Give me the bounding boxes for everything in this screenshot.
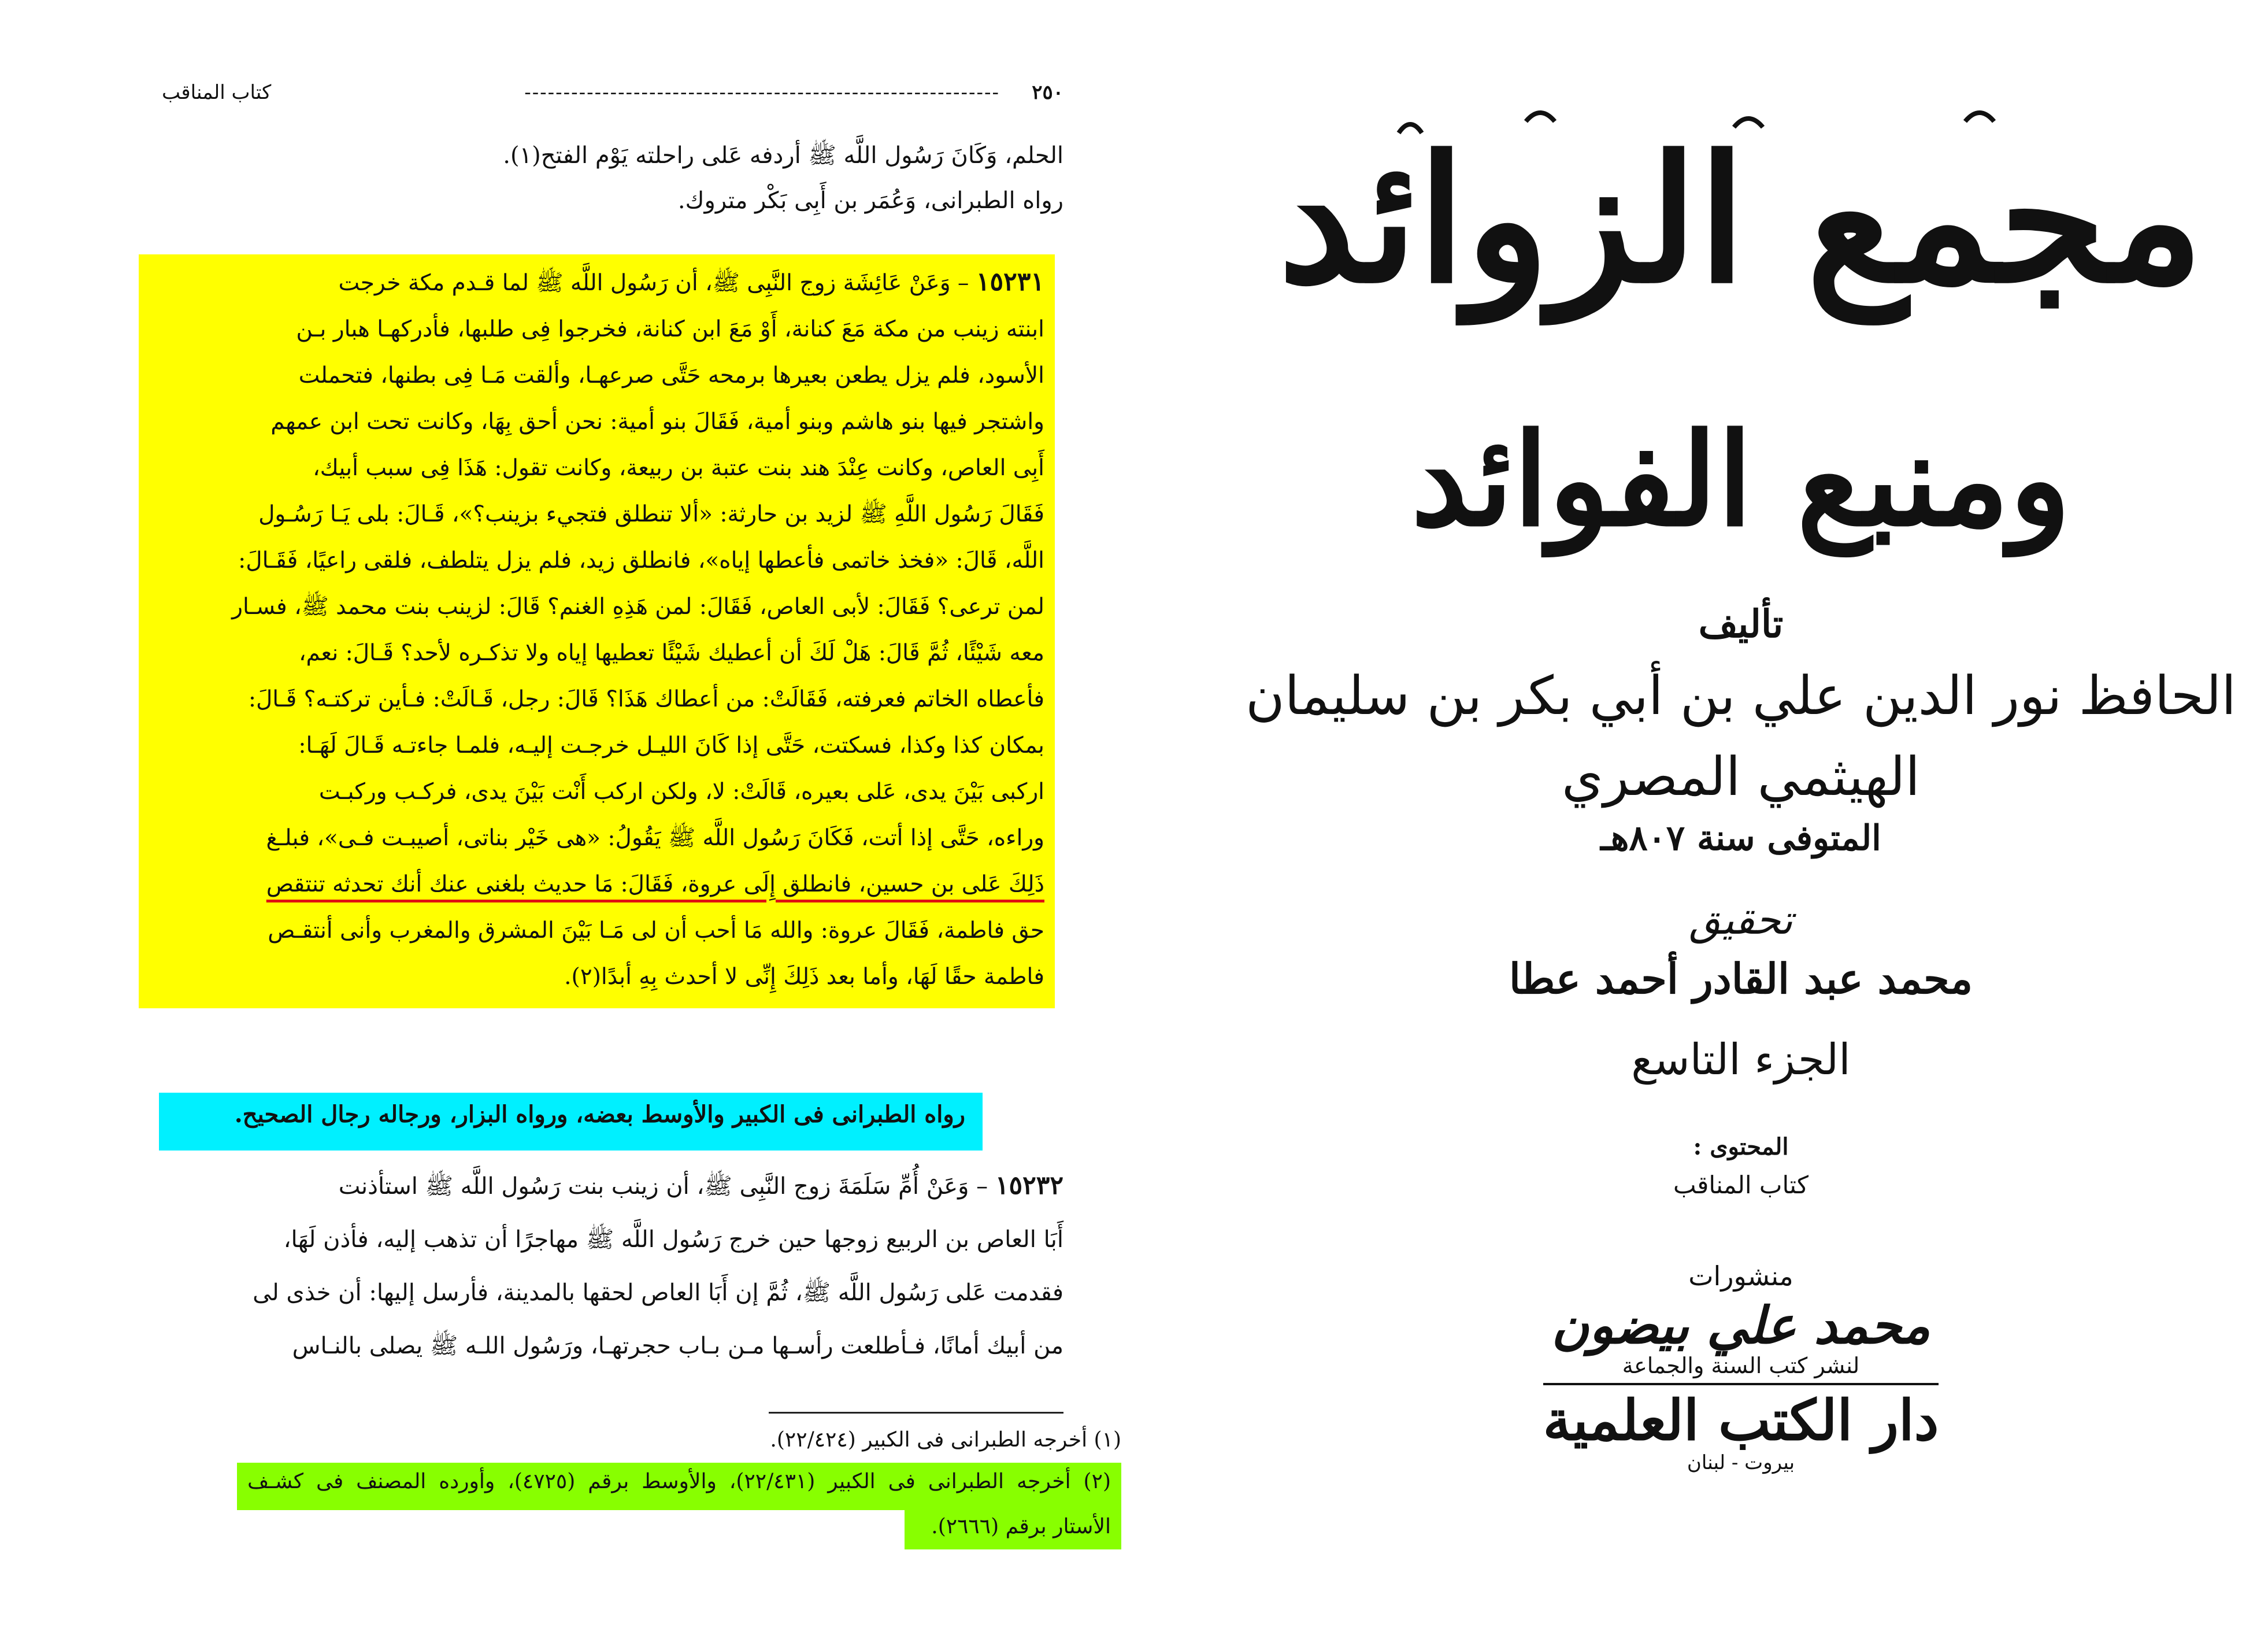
footnote-2-line-1-highlight: (٢) أخرجه الطبرانى فى الكبير (٢٢/٤٣١)، والأوسط برقم (٤٧٢٥)، وأورده المصنف فى كشـف (237, 1463, 1121, 1510)
hadith-line: معه شَيْئًا، ثُمَّ قَالَ: هَلْ لَكَ أن أعطيك شَيْئًا تعطيها إياه ولا تذكـره لأحد؟ قَـالَ: نعم، (298, 640, 1044, 666)
hadith-line: من أبيك أمانًا، فـأطلعت رأسـها مـن بـاب حجرتهـا، ورَسُول اللـه ﷺ يصلى بالنـاس (292, 1333, 1063, 1359)
footnote-2-line-2-highlight: الأستار برقم (٢٦٦٦). (905, 1510, 1121, 1549)
hadith-15231-highlight (139, 254, 1055, 1008)
hadith-line: الأسود، فلم يزل يطعن بعيرها برمحه حَتَّى صرعهـا، وألقت مَـا فِى بطنها، فتحملت (298, 362, 1044, 389)
hadith-grading-highlight: رواه الطبرانى فى الكبير والأوسط بعضه، ورواه البزار، ورجاله رجال الصحيح. (159, 1093, 983, 1151)
publisher-house-text: دار الكتب العلمية (1543, 1383, 1939, 1453)
death-year: المتوفى سنة ٨٠٧هـ (1600, 818, 1881, 859)
volume-label: الجزء التاسع (1631, 1035, 1851, 1085)
hadith-line: فأعطاه الخاتم فعرفته، فَقَالَتْ: من أعطاك هَذَا؟ قَالَ: رجل، قَـالَتْ: فـأين تركتـه؟ قَـالَ: (248, 686, 1044, 712)
title-main-text: مجمع الزوائد (1278, 117, 2204, 321)
title-sub-text: ومنبع الفوائد (1411, 405, 2071, 554)
left-page (104, 0, 1121, 1635)
hadith-text: – وَعَنْ عَائِشَة زوج النَّبِى ﷺ، أن رَسُول اللَّه ﷺ لما قـدم مكة خرجت (338, 270, 969, 296)
hadith-line: أَبَا العاص بن الربيع زوجها حين خرج رَسُول اللَّه ﷺ مهاجرًا أن تذهب إليه، فأذن لَهَا، (283, 1226, 1063, 1253)
main-title (1214, 98, 2268, 341)
intro-text (150, 133, 1063, 223)
editor-name: محمد عبد القادر أحمد عطا (1509, 954, 1973, 1003)
header-rule: ------------------------------------------------------------- (524, 81, 1000, 104)
hadith-text: – وَعَنْ أُمِّ سَلَمَةَ زوج النَّبِى ﷺ، أن زينب بنت رَسُول اللَّه ﷺ استأذنت (338, 1173, 988, 1200)
hadith-number: ١٥٢٣١ (976, 267, 1044, 297)
hadith-line: حق فاطمة، فَقَالَ عروة: والله مَا أحب أن لى مَـا بَيْنَ المشرق والمغرب وأنى أنتقـص (268, 918, 1044, 944)
hadith-line: بمكان كذا وكذا، فسكتت، حَتَّى إذا كَانَ الليـل خرجـت إليـه، فلمـا جاءتـه قَـالَ لَهَـا: (298, 733, 1044, 759)
title-diacritics-ornament (1214, 98, 2268, 341)
hadith-15232 (150, 1159, 1063, 1373)
publisher-city: بيروت - لبنان (1687, 1451, 1795, 1474)
running-header (162, 81, 1063, 116)
hadith-number: ١٥٢٣٢ (995, 1171, 1063, 1200)
author-name-line1: الحافظ نور الدين علي بن أبي بكر بن سليمان (1246, 665, 2236, 727)
hadith-line-last: فاطمة حقًا لَهَا، وأما بعد ذَلِكَ إِنِّى لا أحدث بِهِ أبدًا(٢). (564, 964, 1044, 990)
hadith-line: وراءه، حَتَّى إذا أتت، فَكَانَ رَسُول اللَّه ﷺ يَقُولُ: «هى خَيْر بناتى، أصيبـت فـى»، فبلـغ (266, 825, 1044, 851)
hadith-line: اللَّه، قَالَ: «فخذ خاتمى فأعطها إياه»، فانطلق زيد، فلم يزل يتلطف، فلقى راعيًا، فَقَـالَ: (238, 548, 1044, 574)
publisher-label: منشورات (1688, 1260, 1793, 1292)
publisher-house (1214, 1388, 2268, 1453)
page-number: ٢٥٠ (1032, 81, 1063, 104)
hadith-line-first (150, 1159, 1063, 1213)
hadith-line: اركبى بَيْنَ يدى، عَلى بعيره، قَالَتْ: لا، ولكن اركب أَنْت بَيْنَ يدى، فركـب وركبـت (318, 779, 1044, 805)
authorship-label: تأليف (1698, 601, 1784, 646)
publisher-name: محمد علي بيضون (1551, 1295, 1930, 1355)
hadith-line-first (149, 259, 1044, 306)
footnote-divider (769, 1412, 1063, 1414)
hadith-line: واشتجر فيها بنو هاشم وبنو أمية، فَقَالَ بنو أمية: نحن أحق بِهَا، وكانت تحت ابن عمهم (270, 409, 1044, 435)
hadith-line: فَقَالَ رَسُول اللَّهِ ﷺ لزيد بن حارثة: «ألا تنطلق فتجيء بزينب؟»، قَـالَ: بلى يَـا رَسُـول (258, 501, 1044, 527)
contains-book: كتاب المناقب (1673, 1171, 1809, 1199)
book-section-title: كتاب المناقب (162, 81, 272, 104)
footnote-1: (١) أخرجه الطبرانى فى الكبير (٢٢/٤٢٤). (770, 1428, 1121, 1452)
title-page (1214, 0, 2268, 1635)
hadith-line: فقدمت عَلى رَسُول اللَّه ﷺ، ثُمَّ إن أَبَا العاص لحقها بالمدينة، فأرسل إليها: أن خذى لى (253, 1279, 1063, 1306)
tahqiq-label: تحقيق (1689, 896, 1793, 944)
hadith-line: ابنته زينب من مكة مَعَ كنانة، أَوْ مَعَ ابن كنانة، فخرجوا فِى طلبها، فأدركهـا هبار بـن (296, 316, 1044, 342)
sub-title (1214, 405, 2268, 555)
text-line: الحلم، وَكَانَ رَسُول اللَّه ﷺ أردفه عَلى راحلته يَوْم الفتح(١). (503, 142, 1063, 169)
hadith-line: لمن ترعى؟ فَقَالَ: لأبى العاص، فَقَالَ: لمن هَذِهِ الغنم؟ قَالَ: لزينب بنت محمد ﷺ، فسـار (232, 594, 1044, 620)
hadith-line: أَبِى العاص، وكانت عِنْدَ هند بنت عتبة بن ربيعة، وكانت تقول: هَذَا فِى سبب أبيك، (313, 455, 1044, 481)
contains-label: المحتوى : (1693, 1133, 1789, 1160)
footnote-2 (139, 1463, 1121, 1549)
author-name-line2: الهيثمي المصري (1562, 746, 1920, 808)
text-line: رواه الطبرانى، وَعُمَر بن أَبِى بَكْر متروك. (677, 187, 1063, 214)
publisher-description: لنشر كتب السنة والجماعة (1622, 1353, 1860, 1378)
hadith-line-underlined: ذَلِكَ عَلى بن حسين، فانطلق إِلَى عروة، فَقَالَ: مَا حديث بلغنى عنك أنك تحدثه تنتقص (266, 871, 1044, 897)
